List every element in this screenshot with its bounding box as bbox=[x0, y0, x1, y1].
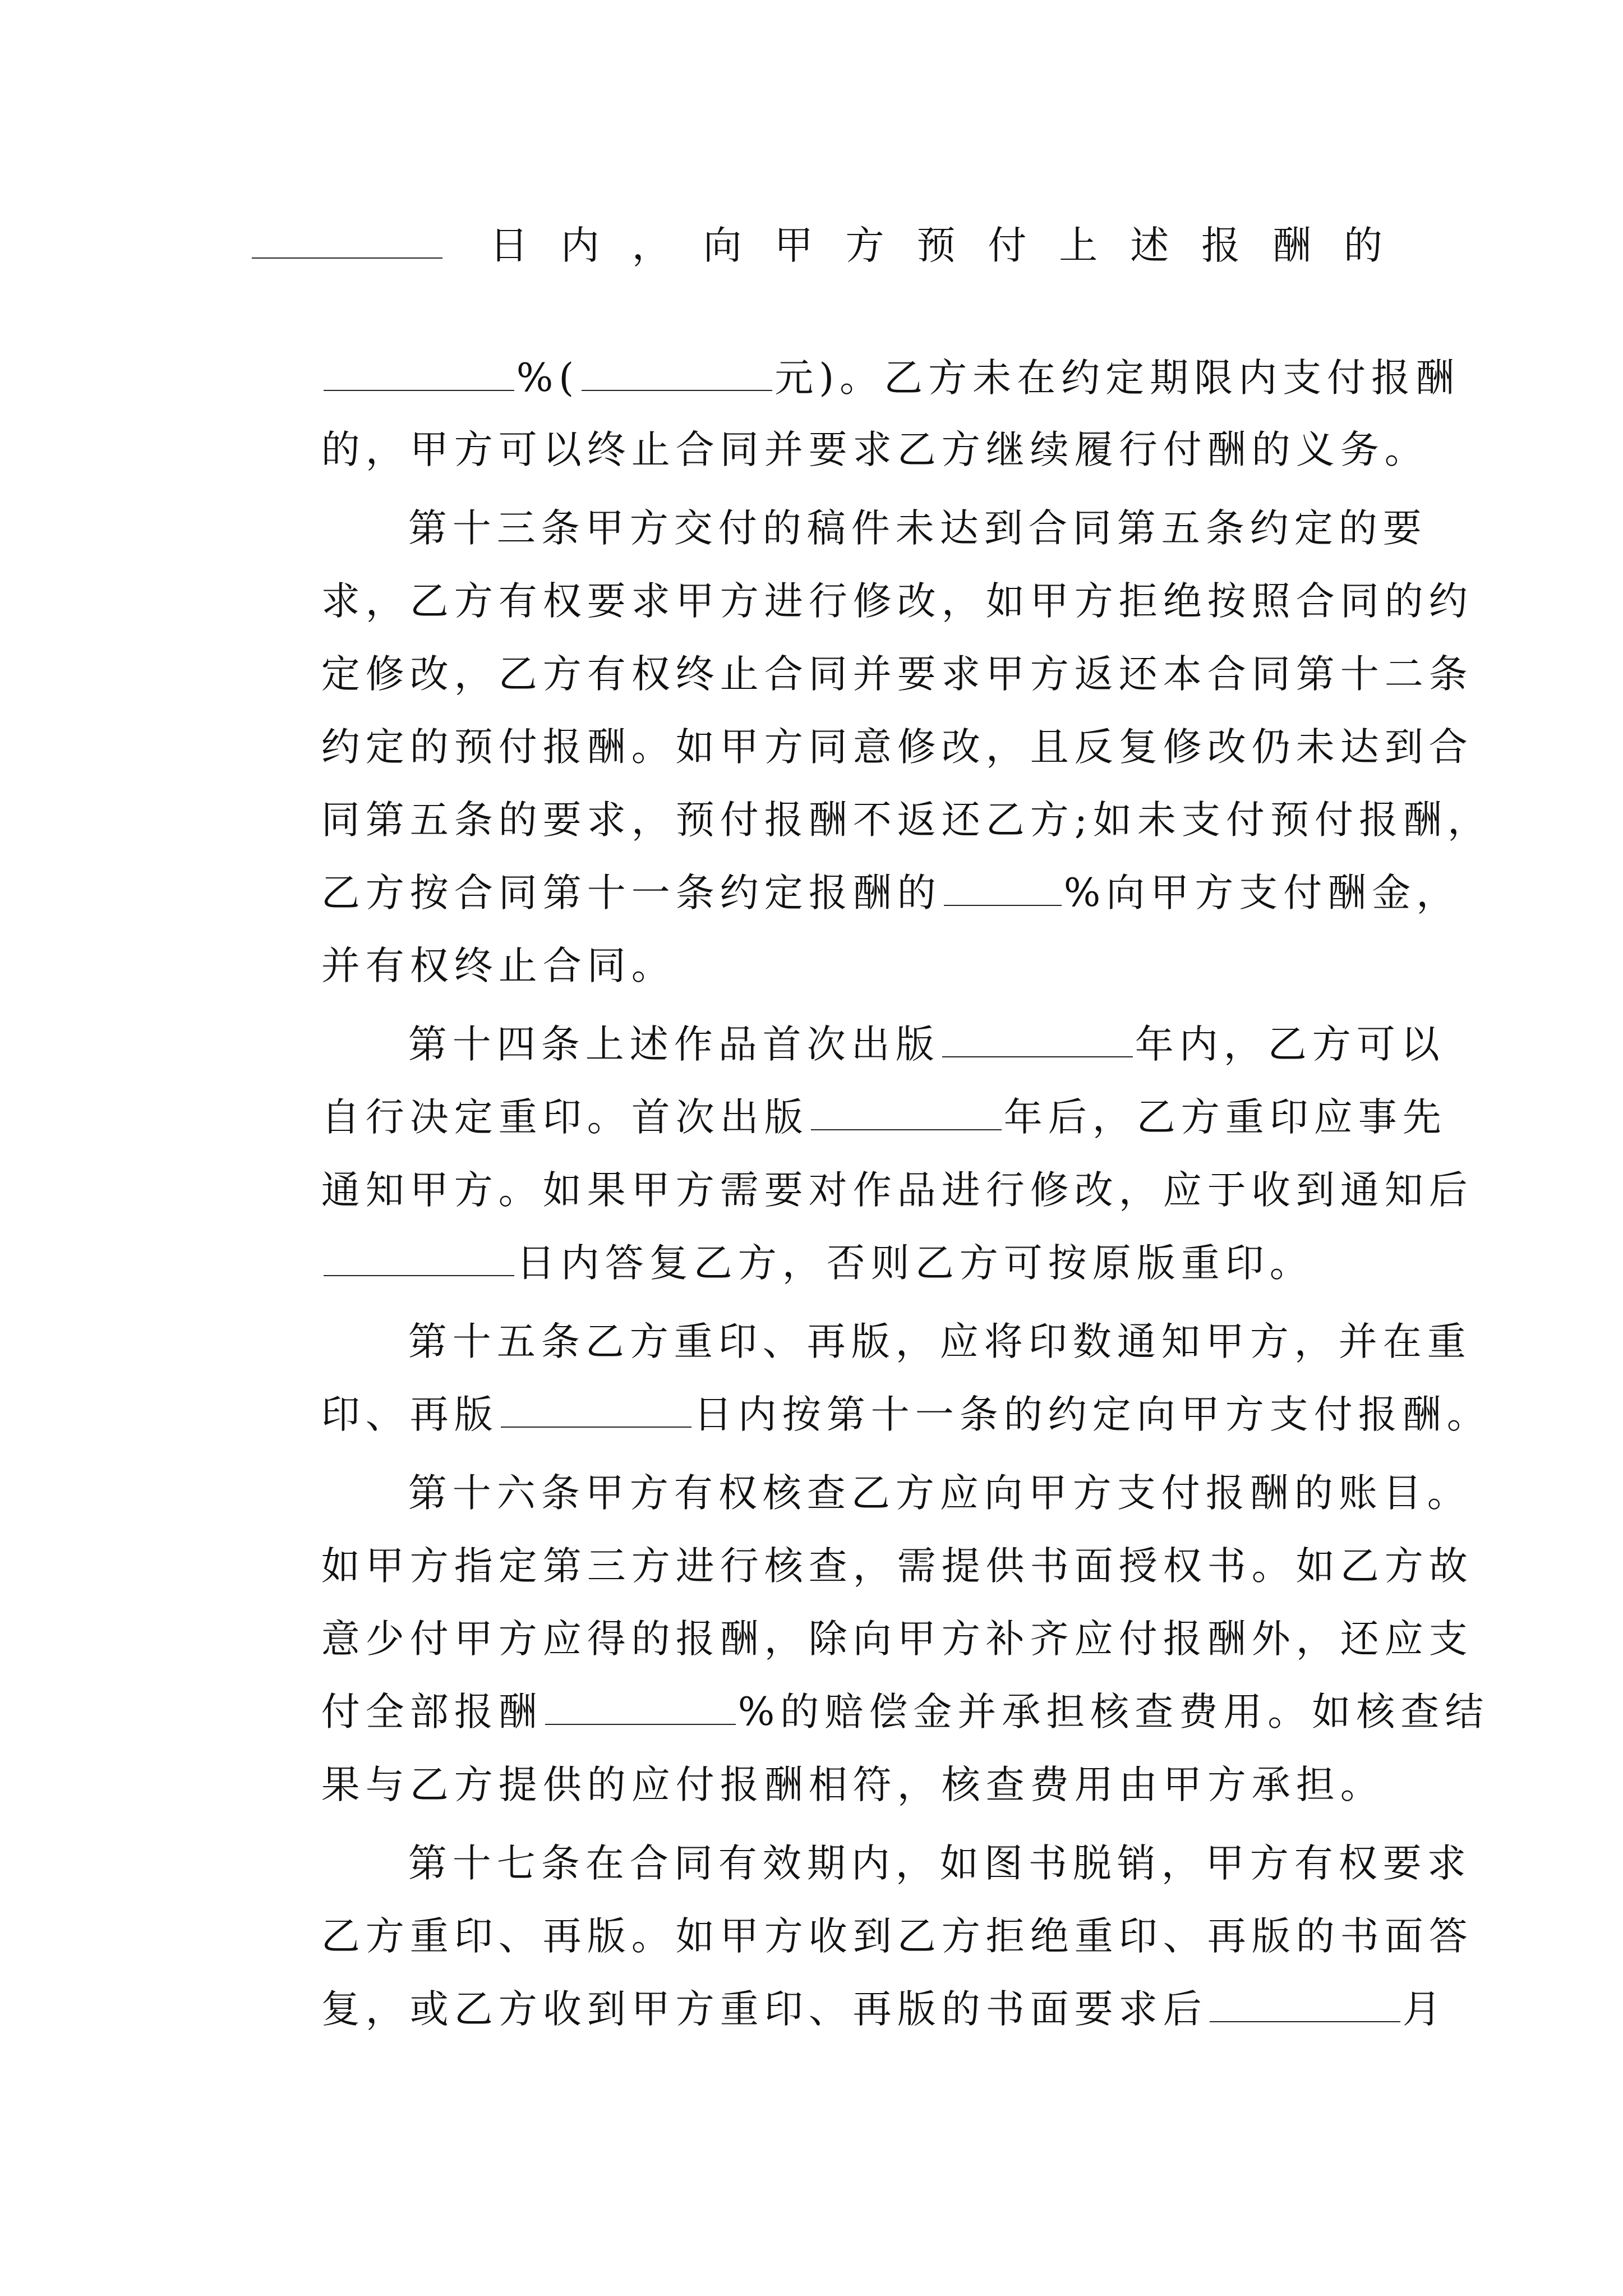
text-line bbox=[336, 1783, 1472, 1886]
text-line bbox=[250, 593, 1473, 697]
text-segment: 第十七条在合同有效期内，如图书脱销，甲方有权要求 bbox=[408, 1841, 1472, 1886]
fill-in-blank bbox=[1210, 1987, 1400, 2022]
text-segment: 日内按第十一条的约定向甲方支付报酬。 bbox=[693, 1392, 1491, 1437]
text-segment: 果与乙方提供的应付报酬相符，核查费用由甲方承担。 bbox=[321, 1763, 1385, 1807]
text-segment: 同第五条的要求，预付报酬不返还乙方;如未支付预付报酬， bbox=[321, 798, 1492, 843]
text-segment: 意少付甲方应得的报酬，除向甲方补齐应付报酬外，还应支 bbox=[321, 1617, 1473, 1662]
text-segment: 的，甲方可以终止合同并要求乙方继续履行付酬的义务。 bbox=[321, 427, 1429, 472]
text-line bbox=[250, 666, 1473, 770]
text-line bbox=[336, 448, 1427, 551]
text-segment: 日内，向甲方预付上述报酬的 bbox=[489, 223, 1389, 268]
text-line bbox=[336, 1261, 1472, 1364]
text-segment: 第十三条甲方交付的稿件未达到合同第五条约定的要 bbox=[408, 506, 1427, 551]
text-segment: 印、再版 bbox=[321, 1392, 499, 1437]
text-line bbox=[250, 1110, 1473, 1213]
text-segment: 通知甲方。如果甲方需要对作品进行修改，应于收到通知后 bbox=[321, 1168, 1473, 1213]
text-line bbox=[250, 739, 1492, 843]
text-segment: 约定的预付报酬。如甲方同意修改，且反复修改仍未达到合 bbox=[321, 725, 1473, 770]
text-segment: 乙方按合同第十一条约定报酬的 bbox=[321, 871, 942, 915]
text-line bbox=[250, 885, 1388, 988]
text-segment: 复，或乙方收到甲方重印、再版的书面要求后 bbox=[321, 1987, 1207, 2032]
text-segment: 年内，乙方可以 bbox=[1135, 1022, 1445, 1067]
text-line bbox=[250, 521, 1473, 624]
text-line bbox=[250, 369, 1429, 472]
text-segment: 元)。乙方未在约定期限内支付报酬 bbox=[774, 356, 1460, 401]
text-line bbox=[250, 1334, 1491, 1437]
text-segment: %向甲方支付酬金， bbox=[1063, 871, 1461, 915]
text-segment: 并有权终止合同。 bbox=[321, 944, 676, 988]
text-line bbox=[250, 1485, 1473, 1589]
text-line bbox=[250, 1558, 1473, 1662]
text-segment: 付全部报酬 bbox=[321, 1690, 543, 1734]
text-segment: 月 bbox=[1402, 1987, 1447, 2032]
text-segment: 定修改，乙方有权终止合同并要求甲方返还本合同第十二条 bbox=[321, 652, 1473, 697]
text-segment: 求，乙方有权要求甲方进行修改，如甲方拒绝按照合同的约 bbox=[321, 579, 1473, 624]
text-line bbox=[250, 1037, 1447, 1140]
text-line bbox=[250, 1856, 1473, 1959]
text-line bbox=[250, 812, 1461, 915]
text-segment: 如甲方指定第三方进行核查，需提供书面授权书。如乙方故 bbox=[321, 1544, 1473, 1589]
fill-in-blank bbox=[252, 224, 442, 259]
text-segment: 乙方重印、再版。如甲方收到乙方拒绝重印、再版的书面答 bbox=[321, 1914, 1473, 1959]
text-line bbox=[250, 1631, 1490, 1734]
text-line bbox=[250, 1704, 1388, 1807]
text-line bbox=[250, 219, 1388, 273]
text-segment: %的赔偿金并承担核查费用。如核查结 bbox=[737, 1690, 1490, 1734]
text-segment: 日内答复乙方，否则乙方可按原版重印。 bbox=[516, 1241, 1314, 1286]
text-segment: 年后，乙方重印应事先 bbox=[1003, 1095, 1447, 1140]
text-segment: 第十四条上述作品首次出版 bbox=[408, 1022, 940, 1067]
text-segment: 第十五条乙方重印、再版，应将印数通知甲方，并在重 bbox=[408, 1319, 1472, 1364]
text-segment: 第十六条甲方有权核查乙方应向甲方支付报酬的账目。 bbox=[408, 1471, 1472, 1516]
text-line bbox=[250, 1182, 1388, 1286]
text-line bbox=[336, 964, 1445, 1067]
text-line bbox=[250, 1929, 1447, 2032]
text-segment: %( bbox=[516, 356, 580, 401]
text-segment: 自行决定重印。首次出版 bbox=[321, 1095, 809, 1140]
text-line bbox=[250, 297, 1460, 401]
